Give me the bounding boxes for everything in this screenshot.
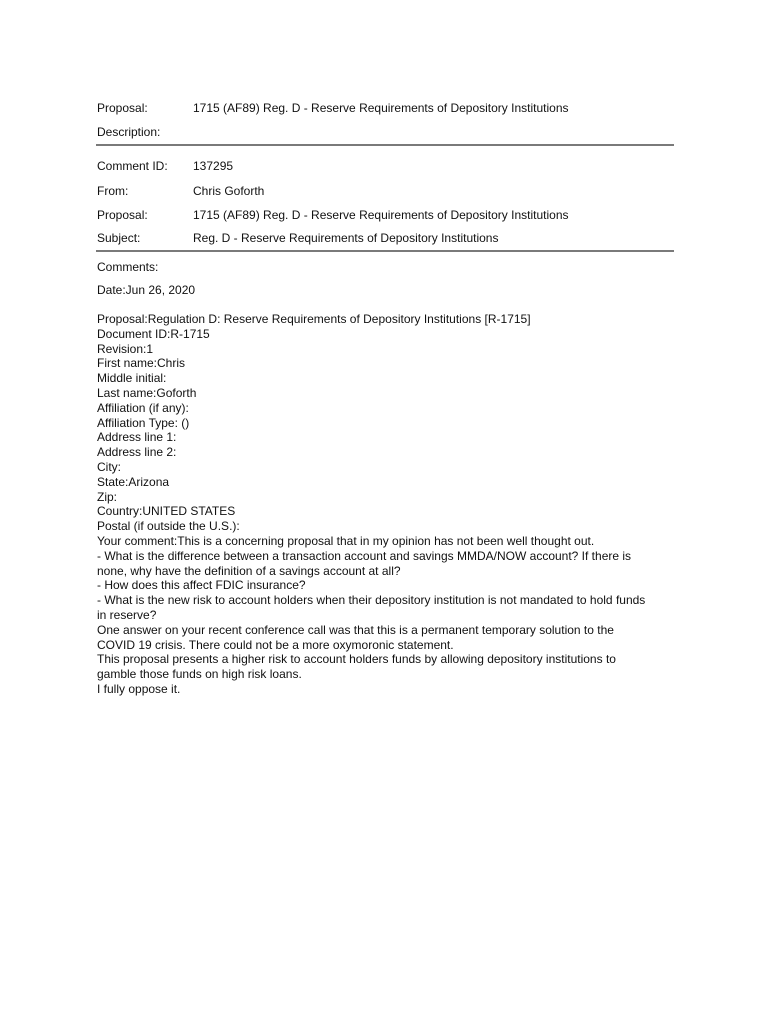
comment-line: State:Arizona <box>97 474 170 489</box>
comment-line: - What is the new risk to account holders when their depository institution is not mandated to hold funds <box>97 593 646 608</box>
comment-line: in reserve? <box>97 607 157 622</box>
comment-line: none, why have the definition of a savings account at all? <box>97 563 401 578</box>
comment-line: This proposal presents a higher risk to account holders funds by allowing depository institutions to <box>97 652 616 667</box>
comment-id-label: Comment ID: <box>97 159 168 173</box>
comment-line: Last name:Goforth <box>97 385 197 400</box>
meta-proposal-value: 1715 (AF89) Reg. D - Reserve Requirements of Depository Institutions <box>193 208 569 222</box>
comment-line: Proposal:Regulation D: Reserve Requirements of Depository Institutions [R-1715] <box>97 312 531 326</box>
comment-id-row <box>97 159 233 173</box>
description-row <box>97 125 160 139</box>
comment-line: Document ID:R-1715 <box>97 326 210 341</box>
from-value: Chris Goforth <box>193 184 265 198</box>
comment-line: Address line 2: <box>97 445 177 460</box>
subject-label: Subject: <box>97 231 141 245</box>
comment-body <box>97 312 677 697</box>
comment-line: Revision:1 <box>97 341 154 356</box>
header-proposal-label: Proposal: <box>97 101 148 115</box>
comment-line: - What is the difference between a transaction account and savings MMDA/NOW account? If there is <box>97 548 632 563</box>
comment-line: - How does this affect FDIC insurance? <box>97 578 306 593</box>
subject-row <box>97 231 498 245</box>
description-label: Description: <box>97 125 161 139</box>
divider-bottom <box>96 250 674 252</box>
comment-id-value: 137295 <box>193 159 234 173</box>
comment-line: Affiliation Type: () <box>97 415 190 430</box>
comment-line: Affiliation (if any): <box>97 400 189 415</box>
comment-line: gamble those funds on high risk loans. <box>97 667 302 682</box>
divider-top <box>96 144 674 146</box>
meta-proposal-row <box>97 208 569 222</box>
header-proposal-row <box>97 101 569 115</box>
meta-proposal-label: Proposal: <box>97 208 148 222</box>
from-label: From: <box>97 184 129 198</box>
comment-line: COVID 19 crisis. There could not be a more oxymoronic statement. <box>97 637 454 652</box>
comment-line: First name:Chris <box>97 356 186 371</box>
header-proposal-value: 1715 (AF89) Reg. D - Reserve Requirements of Depository Institutions <box>193 101 569 115</box>
comment-line: Your comment:This is a concerning proposal that in my opinion has not been well thought out. <box>97 533 595 548</box>
comment-date: Date:Jun 26, 2020 <box>97 283 196 297</box>
comment-line: One answer on your recent conference call was that this is a permanent temporary solution to the <box>97 622 614 637</box>
comment-line: I fully oppose it. <box>97 681 181 696</box>
comments-label: Comments: <box>97 260 159 274</box>
comment-line: Country:UNITED STATES <box>97 504 236 519</box>
subject-value: Reg. D - Reserve Requirements of Depository Institutions <box>193 231 499 245</box>
comment-line: Address line 1: <box>97 430 177 445</box>
comment-line: Zip: <box>97 489 118 504</box>
comment-line: Postal (if outside the U.S.): <box>97 519 240 534</box>
comment-line: City: <box>97 459 121 474</box>
from-row <box>97 184 264 198</box>
comment-line: Middle initial: <box>97 371 167 386</box>
